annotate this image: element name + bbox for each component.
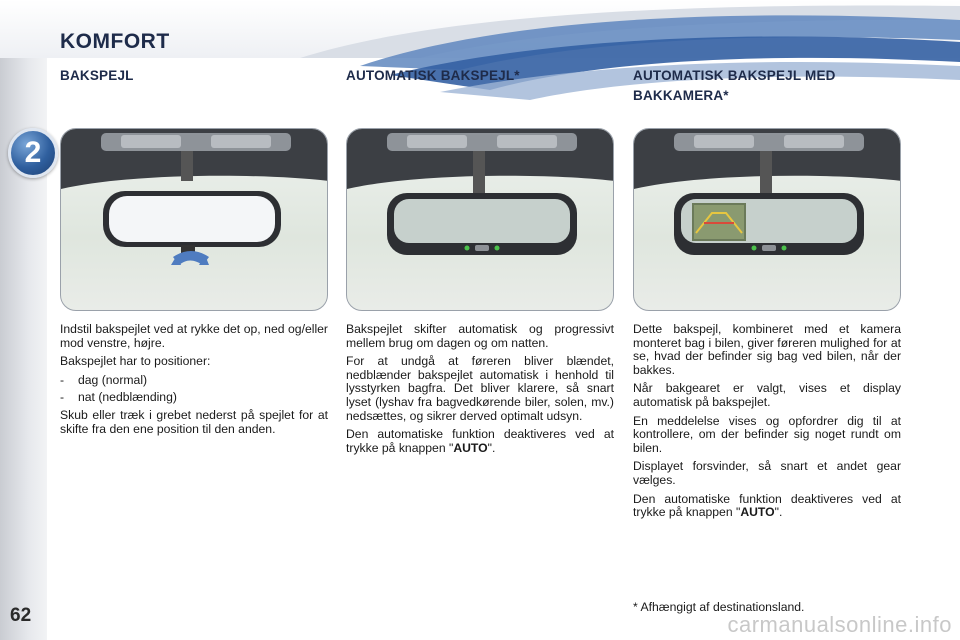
paragraph: Når bakgearet er valgt, vises et display automatisk på bakspejlet. <box>633 381 901 409</box>
text-automatisk-bakspejl <box>346 323 614 460</box>
heading-bakspejl-med-kamera <box>633 66 836 106</box>
text-bakspejl-med-kamera <box>633 323 901 525</box>
photo-manual-mirror <box>60 128 328 311</box>
auto-button-label: AUTO <box>453 440 488 455</box>
paragraph: Bakspejlet skifter automatisk og progressivt mellem brug om dagen og om natten. <box>346 322 614 350</box>
footnote: * Afhængigt af destinationsland. <box>633 600 805 614</box>
paragraph: Displayet forsvinder, så snart et andet gear vælges. <box>633 459 901 487</box>
heading-automatisk-bakspejl: AUTOMATISK BAKSPEJL* <box>346 68 520 83</box>
list-item: - nat (nedblænding) <box>60 390 177 405</box>
paragraph-auto: Den automatiske funktion deaktiveres ved at trykke på knappen "AUTO". <box>346 427 614 455</box>
paragraph: For at undgå at føreren bliver blændet, nedblænder bakspejlet automatisk i henhold til lysstyrken bagfra. Det bliver klarere, så snart lyset (lyshav fra bagvedkørende biler, solen, mv.) nedsættes, og sikrer derved optimalt udsyn. <box>346 354 614 423</box>
photo-automatic-mirror <box>346 128 614 311</box>
text-bakspejl <box>60 323 328 441</box>
paragraph-auto: Den automatiske funktion deaktiveres ved at trykke på knappen "AUTO". <box>633 491 901 520</box>
paragraph: Dette bakspejl, kombineret med et kamera monteret bag i bilen, giver føreren mulighed for at se, hvad der befinder sig bag ved bilen, når der bakkes. <box>633 322 901 377</box>
section-title: KOMFORT <box>60 30 170 53</box>
watermark: carmanualsonline.info <box>727 612 952 637</box>
header-swoosh <box>300 0 960 105</box>
auto-button-label: AUTO <box>740 505 775 520</box>
list-item: - dag (normal) <box>60 372 148 387</box>
paragraph: Indstil bakspejlet ved at rykke det op, ned og/eller mod venstre, højre. <box>60 322 328 350</box>
heading-bakspejl: BAKSPEJL <box>60 68 134 83</box>
paragraph: Skub eller træk i grebet nederst på spejlet for at skifte fra den ene position til den anden. <box>60 407 328 436</box>
heading-line-2: BAKKAMERA* <box>633 88 729 103</box>
heading-line-1: AUTOMATISK BAKSPEJL MED <box>633 68 836 83</box>
photo-camera-mirror <box>633 128 901 311</box>
paragraph: Bakspejlet har to positioner: <box>60 354 211 369</box>
paragraph: En meddelelse vises og opfordrer dig til at kontrollere, om der befinder sig noget rundt om bilen. <box>633 413 901 455</box>
page-number: 62 <box>10 605 32 626</box>
chapter-badge: 2 <box>8 128 58 178</box>
